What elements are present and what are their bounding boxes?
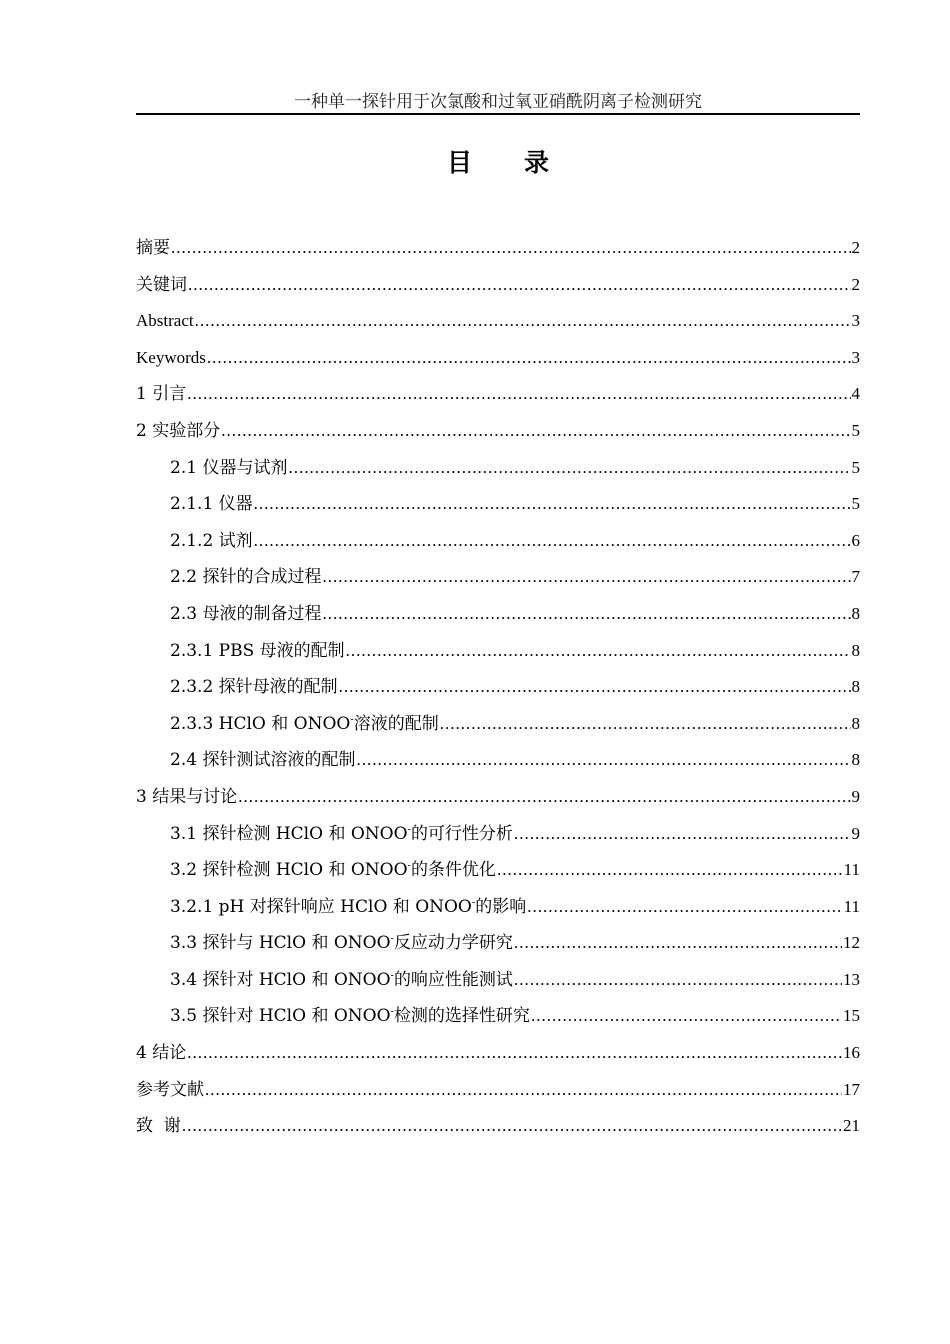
toc-entry-page: 8 xyxy=(851,677,860,697)
toc-entry-label: 3.2.1 pH 对探针响应 HClO 和 ONOO-的影响 xyxy=(170,896,527,917)
toc-entry-page: 9 xyxy=(851,823,860,843)
toc-entry-2-1[interactable] xyxy=(136,456,860,493)
dot-leader xyxy=(207,346,851,370)
toc-entry-2-1-1[interactable] xyxy=(136,492,860,529)
toc-entry-label: 2.1 仪器与试剂 xyxy=(170,457,288,478)
dot-leader xyxy=(497,858,843,882)
toc-entry-experimental[interactable] xyxy=(136,419,860,456)
toc-entry-label: 3.3 探针与 HClO 和 ONOO-反应动力学研究 xyxy=(170,933,513,954)
dot-leader xyxy=(440,712,851,736)
toc-entry-page: 4 xyxy=(851,384,860,404)
dot-leader xyxy=(221,419,850,443)
toc-entry-2-3-1[interactable] xyxy=(136,639,860,676)
toc-entry-3-2[interactable] xyxy=(136,858,860,895)
toc-entry-label: 3.2 探针检测 HClO 和 ONOO-的条件优化 xyxy=(170,860,496,881)
toc-entry-page: 2 xyxy=(851,274,860,294)
toc-entry-2-3[interactable] xyxy=(136,602,860,639)
toc-entry-page: 8 xyxy=(851,750,860,770)
toc-entry-page: 3 xyxy=(851,347,860,367)
toc-entry-label: Keywords xyxy=(136,347,206,367)
dot-leader xyxy=(527,895,842,919)
header-rule xyxy=(136,113,860,115)
toc-entry-2-3-2[interactable] xyxy=(136,675,860,712)
dot-leader xyxy=(171,236,851,260)
toc-entry-3-1[interactable] xyxy=(136,822,860,859)
dot-leader xyxy=(514,931,842,955)
toc-title-char-2: 录 xyxy=(524,148,550,177)
toc-entry-label: 2.3 母液的制备过程 xyxy=(170,603,322,624)
toc-entry-page: 16 xyxy=(843,1043,860,1063)
dot-leader xyxy=(238,785,850,809)
toc-entry-label: 关键词 xyxy=(136,274,187,295)
toc-entry-page: 11 xyxy=(843,896,860,916)
toc-entry-page: 5 xyxy=(851,420,860,440)
toc-entry-abstract-en[interactable] xyxy=(136,309,860,346)
toc-title-char-1: 目 xyxy=(446,148,472,177)
dot-leader xyxy=(514,822,851,846)
toc-entry-page: 9 xyxy=(851,786,860,806)
toc-entry-keywords-cn[interactable] xyxy=(136,273,860,310)
dot-leader xyxy=(254,529,851,553)
toc-entry-label: 2.4 探针测试溶液的配制 xyxy=(170,750,356,771)
toc-entry-page: 17 xyxy=(843,1079,860,1099)
toc-title xyxy=(136,146,860,180)
toc-entry-abstract-cn[interactable] xyxy=(136,236,860,273)
dot-leader xyxy=(531,1004,842,1028)
toc-entry-label: 3.4 探针对 HClO 和 ONOO-的响应性能测试 xyxy=(170,969,513,990)
toc-entry-page: 21 xyxy=(843,1116,860,1136)
toc-entry-3-5[interactable] xyxy=(136,1004,860,1041)
toc-entry-page: 3 xyxy=(851,311,860,331)
dot-leader xyxy=(356,748,850,772)
toc-entry-page: 8 xyxy=(851,603,860,623)
toc-entry-label: 2.1.2 试剂 xyxy=(170,530,253,551)
dot-leader xyxy=(182,1114,842,1138)
dot-leader xyxy=(322,602,850,626)
toc-entry-label: Abstract xyxy=(136,311,194,331)
dot-leader xyxy=(188,273,851,297)
dot-leader xyxy=(187,1041,842,1065)
toc-entry-3-3[interactable] xyxy=(136,931,860,968)
toc-entry-page: 15 xyxy=(843,1006,860,1026)
toc-entry-introduction[interactable] xyxy=(136,382,860,419)
toc-entry-label: 2.3.1 PBS 母液的配制 xyxy=(170,640,345,661)
toc-entry-2-1-2[interactable] xyxy=(136,529,860,566)
toc-entry-page: 5 xyxy=(851,494,860,514)
toc-entry-label: 2.1.1 仪器 xyxy=(170,494,253,515)
toc-entry-conclusion[interactable] xyxy=(136,1041,860,1078)
toc-entry-label: 2.3.2 探针母液的配制 xyxy=(170,677,338,698)
toc-entry-label: 2.3.3 HClO 和 ONOO-溶液的配制 xyxy=(170,713,439,734)
toc-entry-2-3-3[interactable] xyxy=(136,712,860,749)
dot-leader xyxy=(322,565,850,589)
toc-entry-2-2[interactable] xyxy=(136,565,860,602)
toc-entry-label: 4 结论 xyxy=(136,1043,187,1064)
dot-leader xyxy=(195,309,851,333)
toc-entry-label: 3 结果与讨论 xyxy=(136,786,238,807)
running-header: 一种单一探针用于次氯酸和过氧亚硝酰阴离子检测研究 xyxy=(294,92,702,112)
toc-entry-label: 2.2 探针的合成过程 xyxy=(170,567,322,588)
toc-entry-page: 11 xyxy=(843,860,860,880)
toc-entry-page: 8 xyxy=(851,713,860,733)
toc-entry-label: 3.5 探针对 HClO 和 ONOO-检测的选择性研究 xyxy=(170,1006,530,1027)
table-of-contents xyxy=(136,236,860,1151)
toc-entry-page: 8 xyxy=(851,640,860,660)
toc-entry-2-4[interactable] xyxy=(136,748,860,785)
toc-entry-3-4[interactable] xyxy=(136,968,860,1005)
dot-leader xyxy=(254,492,851,516)
dot-leader xyxy=(288,456,850,480)
toc-entry-label: 参考文献 xyxy=(136,1079,204,1100)
dot-leader xyxy=(514,968,842,992)
toc-entry-page: 7 xyxy=(851,567,860,587)
toc-entry-keywords-en[interactable] xyxy=(136,346,860,383)
toc-entry-label: 致 谢 xyxy=(136,1116,181,1137)
dot-leader xyxy=(205,1078,842,1102)
toc-entry-page: 12 xyxy=(843,933,860,953)
dot-leader xyxy=(346,639,851,663)
toc-entry-results[interactable] xyxy=(136,785,860,822)
toc-entry-page: 5 xyxy=(851,457,860,477)
toc-entry-page: 2 xyxy=(851,238,860,257)
toc-entry-3-2-1[interactable] xyxy=(136,895,860,932)
toc-entry-label: 摘要 xyxy=(136,238,170,258)
toc-entry-label: 2 实验部分 xyxy=(136,420,221,441)
toc-entry-acknowledgements[interactable] xyxy=(136,1114,860,1151)
toc-entry-label: 1 引言 xyxy=(136,384,187,405)
dot-leader xyxy=(187,382,850,406)
toc-entry-page: 13 xyxy=(843,969,860,989)
toc-entry-label: 3.1 探针检测 HClO 和 ONOO-的可行性分析 xyxy=(170,823,513,844)
dot-leader xyxy=(339,675,851,699)
toc-entry-page: 6 xyxy=(851,530,860,550)
toc-entry-references[interactable] xyxy=(136,1078,860,1115)
